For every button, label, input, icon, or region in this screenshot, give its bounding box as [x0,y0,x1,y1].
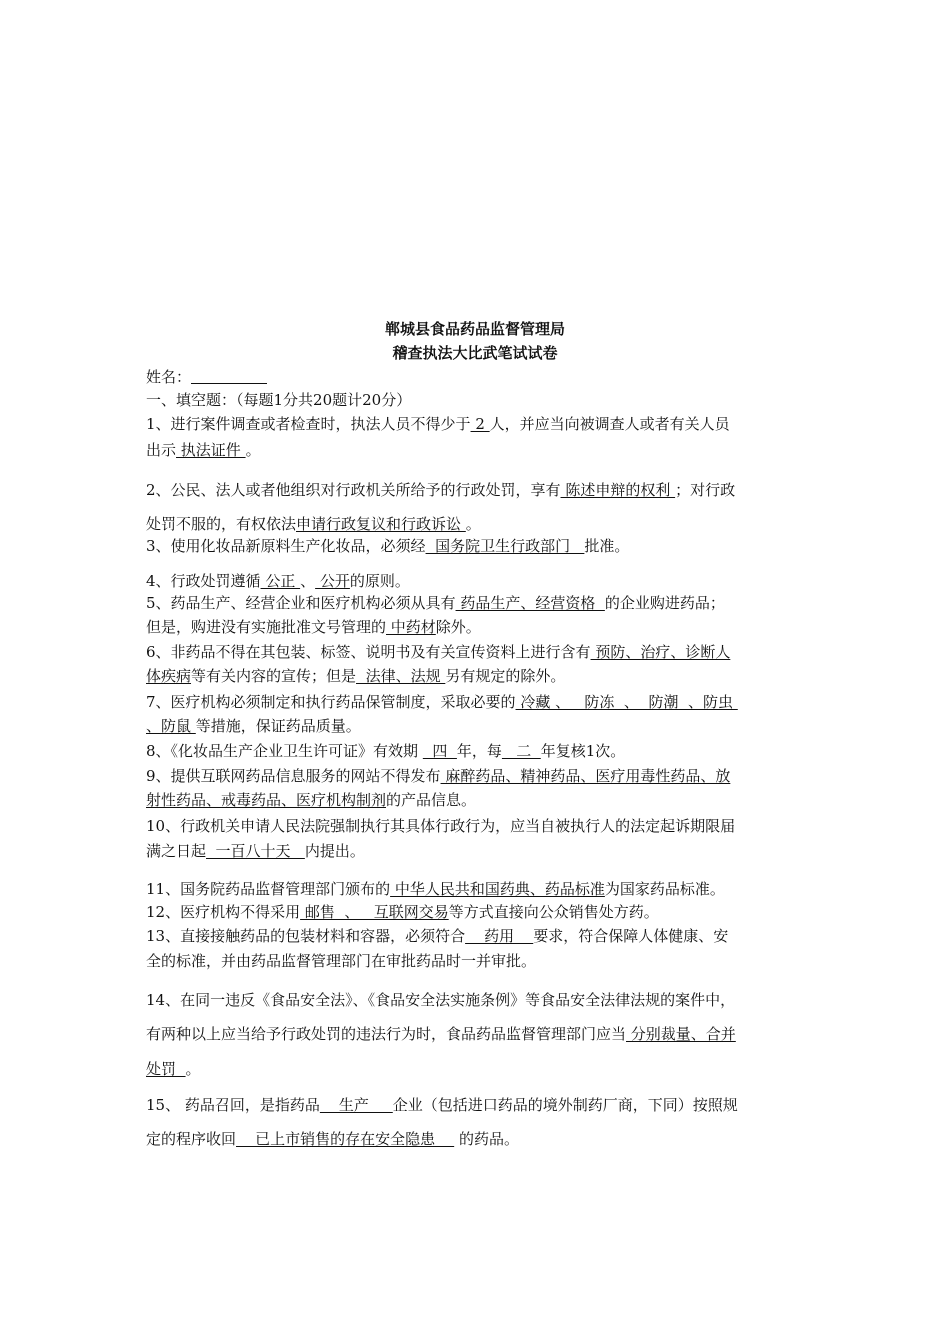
q9-line1 [146,765,812,787]
q10-answer: 一百八十天 [206,842,305,860]
q15-text4: 的药品。 [454,1130,519,1148]
q14-text: 有两种以上应当给予行政处罚的违法行为时，食品药品监督管理部门应当 [146,1025,627,1043]
q1-text3: 出示 [146,441,177,459]
q3-line [146,535,812,557]
q4-text: 4、行政处罚遵循 [146,572,261,590]
q1-text2: 人，并应当向被调查人或者有关人员 [489,415,730,433]
name-blank [191,369,267,384]
q5-text: 5、药品生产、经营企业和医疗机构必须从具有 [146,594,456,612]
q14-text2: 。 [185,1060,201,1078]
q2-line1 [146,479,812,501]
q2-answer2: 申请行政复议和行政诉讼 [296,515,466,533]
q9-text: 9、提供互联网药品信息服务的网站不得发布 [146,767,441,785]
q13-line2: 全的标准，并由药品监督管理部门在审批药品时一并审批。 [146,952,537,970]
q9-answer: 麻醉药品、精神药品、医疗用毒性药品、放 [440,767,731,785]
q15-text3: 定的程序收回 [146,1130,237,1148]
q6-line1 [146,641,812,663]
q5-line1 [146,592,812,614]
q8-text: 8、《化妆品生产企业卫生许可证》有效期 [146,742,423,760]
q15-line1 [146,1094,812,1116]
q12-text: 12、医疗机构不得采用 [146,903,301,921]
q1-text: 1、进行案件调查或者检查时，执法人员不得少于 [146,415,471,433]
q14-answer: 分别裁量、合并 [626,1025,736,1043]
q9-line2 [146,789,812,811]
q2-text3: 处罚不服的，有权依法 [146,515,297,533]
q10-text: 满之日起 [146,842,207,860]
q10-line1: 10、行政机关申请人民法院强制执行其具体行政行为，应当自被执行人的法定起诉期限届 [146,817,736,835]
q5-line2 [146,616,812,638]
q12-answer: 邮售 、 互联网交易 [300,903,449,921]
q6-answer1: 预防、治疗、诊断人 [590,643,731,661]
q15-answer1: 生产 [319,1096,393,1114]
section-heading: 一、填空题：（每题1分共20题计20分） [146,391,412,409]
q8-answer1: 四 [422,742,457,760]
q2-text4: 。 [465,515,481,533]
q13-line1 [146,925,812,947]
q1-line1 [146,413,812,435]
q4-answer2: 公开 [315,572,350,590]
q7-line2 [146,715,812,737]
q3-answer: 国务院卫生行政部门 [425,537,585,555]
q15-answer2: 已上市销售的存在安全隐患 [236,1130,455,1148]
q3-text: 3、使用化妆品新原料生产化妆品，必须经 [146,537,426,555]
q1-line2 [146,439,812,461]
q2-text2: ；对行政 [675,481,736,499]
q6-answer2: 法律、法规 [356,667,446,685]
q4-text2: 的原则。 [349,572,410,590]
title-line1: 郸城县食品药品监督管理局 [384,320,565,338]
q10-text2: 内提出。 [304,842,365,860]
name-label: 姓名： [146,368,192,386]
q9-answer-cont: 射性药品、戒毒药品、医疗机构制剂 [146,791,387,809]
q14-line2 [146,1023,812,1045]
q7-answer-cont: 、防鼠 [146,717,196,735]
q11-text: 11、国务院药品监督管理部门颁布的 [146,880,391,898]
title-line2: 稽查执法大比武笔试试卷 [392,344,558,362]
q6-text2: 等有关内容的宣传；但是 [191,667,357,685]
q5-text2: 的企业购进药品； [604,594,725,612]
q6-line2 [146,665,812,687]
q4-line [146,570,812,592]
q15-text2: 企业（包括进口药品的境外制药厂商，下同）按照规 [392,1096,738,1114]
q8-text3: 年复核1次。 [540,742,626,760]
q7-text2: 等措施，保证药品质量。 [195,717,361,735]
q12-text2: 等方式直接向公众销售处方药。 [448,903,659,921]
q14-answer-cont: 处罚 [146,1060,186,1078]
q5-text4: 除外。 [435,618,481,636]
q5-answer1: 药品生产、经营资格 [455,594,605,612]
q5-answer2: 中药材 [386,618,436,636]
q6-answer1-cont: 体疾病 [146,667,192,685]
q15-text: 15、 药品召回，是指药品 [146,1096,320,1114]
q4-answer1: 公正 [260,572,301,590]
q15-line2 [146,1128,812,1150]
q13-text2: 要求，符合保障人体健康、安 [533,927,729,945]
q5-text3: 但是，购进没有实施批准文号管理的 [146,618,387,636]
name-row [146,366,812,388]
q2-line2 [146,513,812,535]
q2-answer1: 陈述申辩的权利 [560,481,676,499]
q6-text: 6、非药品不得在其包装、标签、说明书及有关宣传资料上进行含有 [146,643,591,661]
q13-answer: 药用 [465,927,534,945]
q11-answer: 中华人民共和国药典、药品标准 [390,880,605,898]
q1-answer2: 执法证件 [176,441,246,459]
q8-text2: 年，每 [456,742,502,760]
q7-answer: 冷藏 、 防冻 、 防潮 、防虫 [515,693,738,711]
q11-text2: 为国家药品标准。 [604,880,725,898]
q8-answer2: 二 [501,742,541,760]
q8-line [146,740,812,762]
q6-text3: 另有规定的除外。 [445,667,566,685]
q12-line [146,901,812,923]
q1-answer1: 2 [470,415,490,433]
q4-sep: 、 [300,572,316,590]
q10-line2 [146,840,812,862]
q14-line3 [146,1058,812,1080]
q11-line [146,878,812,900]
q14-line1: 14、在同一违反《食品安全法》、《食品安全法实施条例》等食品安全法律法规的案件中， [146,991,736,1009]
q7-text: 7、医疗机构必须制定和执行药品保管制度，采取必要的 [146,693,516,711]
q13-text: 13、直接接触药品的包装材料和容器，必须符合 [146,927,466,945]
q3-text2: 批准。 [584,537,630,555]
q2-text: 2、公民、法人或者他组织对行政机关所给予的行政处罚，享有 [146,481,561,499]
q9-text2: 的产品信息。 [386,791,477,809]
q1-text4: 。 [245,441,261,459]
q7-line1 [146,691,812,713]
